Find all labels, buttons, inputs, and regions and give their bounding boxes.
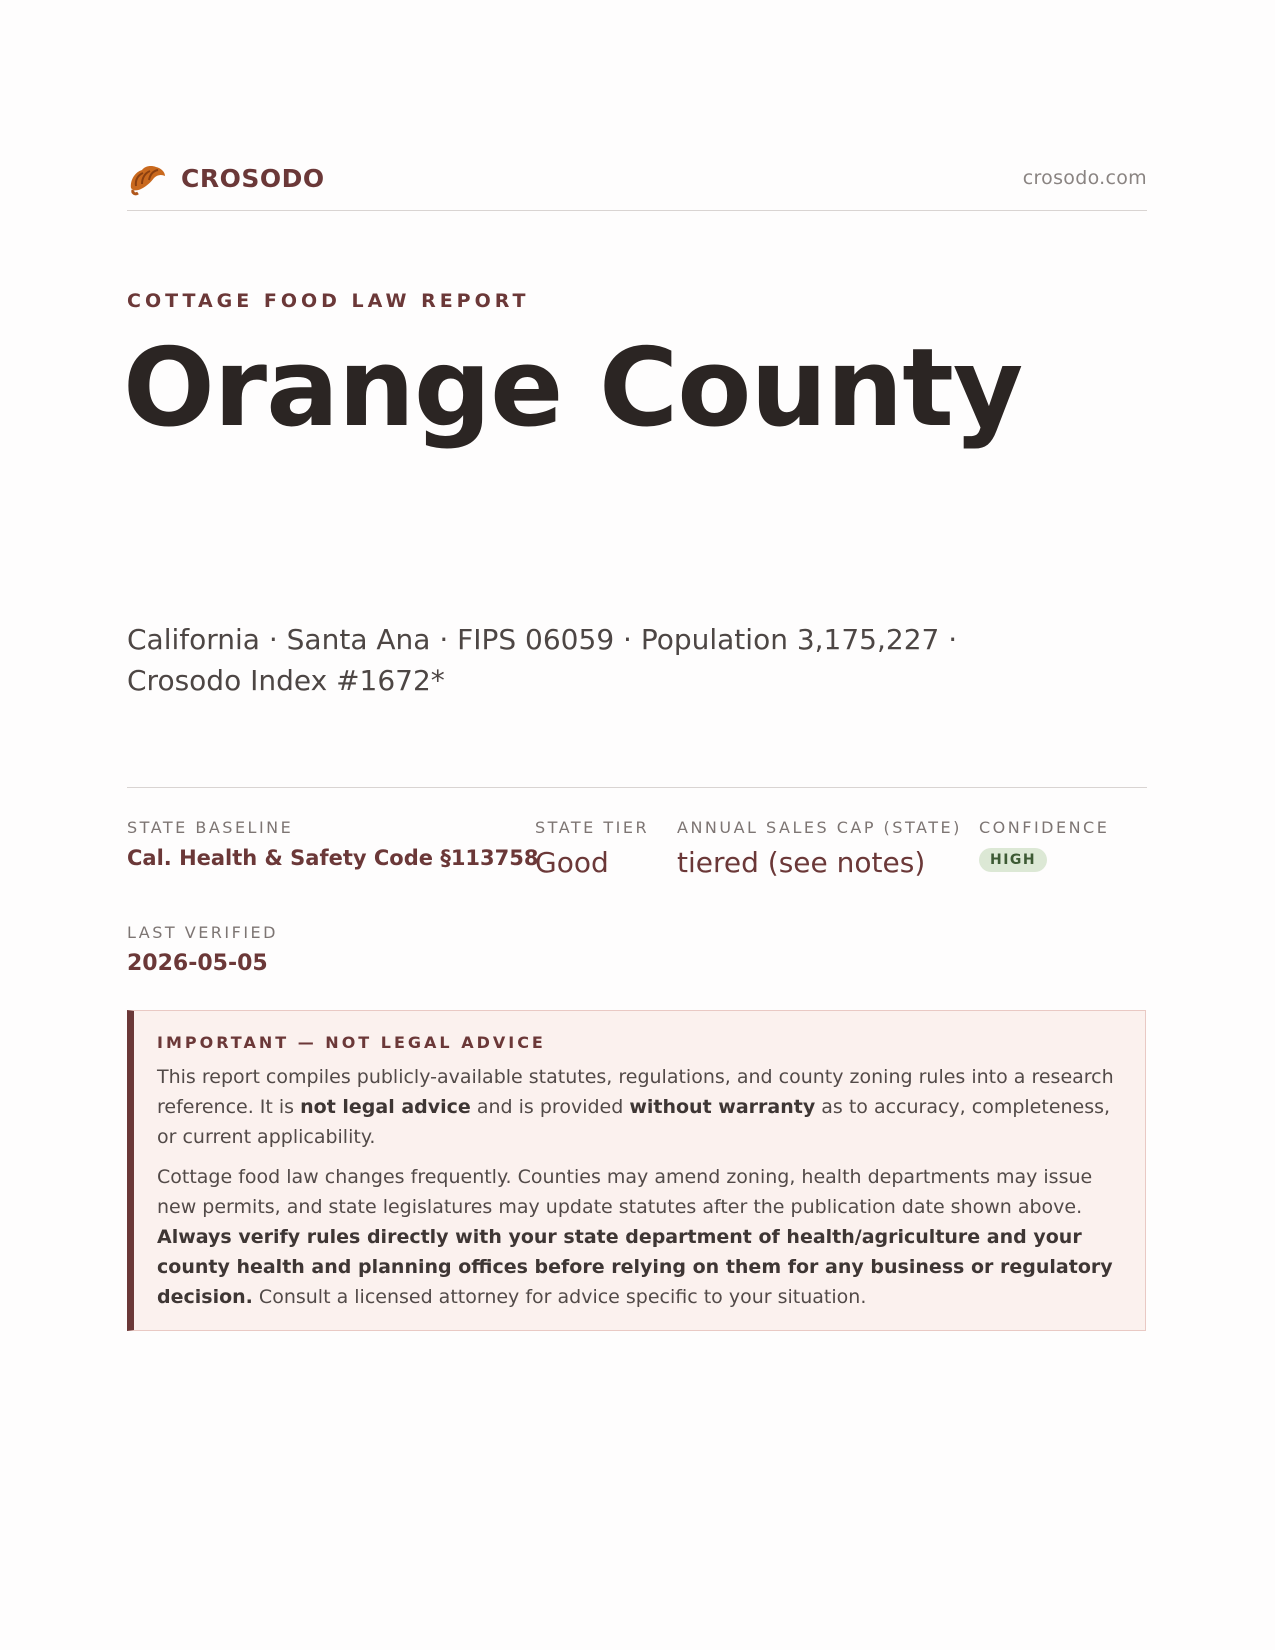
last-verified-label: LAST VERIFIED <box>127 923 278 942</box>
croissant-icon <box>127 158 167 198</box>
last-verified-value: 2026-05-05 <box>127 951 268 976</box>
state-baseline-value: Cal. Health & Safety Code §113758 <box>127 846 539 870</box>
page-title: Orange County <box>123 326 1023 451</box>
brand <box>127 158 325 198</box>
sales-cap-value: tiered (see notes) <box>677 846 926 879</box>
report-subtitle: California · Santa Ana · FIPS 06059 · Population 3,175,227 · Crosodo Index #1672* <box>127 623 958 697</box>
confidence-field <box>979 818 1109 872</box>
last-verified-field <box>127 923 278 976</box>
state-baseline-label: STATE BASELINE <box>127 818 294 837</box>
notice-text: Consult a licensed attorney for advice specific to your situation. <box>252 1286 867 1308</box>
confidence-label: CONFIDENCE <box>979 818 1110 837</box>
site-url: crosodo.com <box>1022 167 1147 189</box>
notice-text: This report compiles publicly-available statutes, regulations, and county zoning rules into a research reference. It is <box>157 1066 1114 1118</box>
notice-bold-text: Always verify rules directly with your state department of health/agriculture and your county health and planning offices before relying on them for any business or regulatory decision. <box>157 1226 1113 1308</box>
state-baseline-field <box>127 818 539 870</box>
state-tier-value: Good <box>535 846 609 879</box>
divider <box>127 787 1147 788</box>
state-tier-label: STATE TIER <box>535 818 650 837</box>
notice-text: Cottage food law changes frequently. Counties may amend zoning, health departments may issue new permits, and state legislatures may update statutes after the publication date shown above. <box>157 1166 1093 1218</box>
notice-paragraph <box>157 1162 1119 1312</box>
notice-bold-text: without warranty <box>629 1096 816 1118</box>
brand-name: CROSODO <box>181 163 325 193</box>
notice-paragraph <box>157 1062 1119 1152</box>
confidence-badge: HIGH <box>979 848 1047 872</box>
notice-text: as to accuracy, completeness, or current applicability. <box>157 1096 1111 1148</box>
state-tier-field <box>535 818 649 879</box>
page-header <box>127 154 1147 211</box>
sales-cap-field <box>677 818 962 879</box>
legal-notice <box>127 1010 1146 1331</box>
notice-title: IMPORTANT — NOT LEGAL ADVICE <box>157 1033 546 1052</box>
report-kicker: COTTAGE FOOD LAW REPORT <box>127 290 530 312</box>
report-page <box>123 0 1147 1650</box>
notice-bold-text: not legal advice <box>300 1096 471 1118</box>
sales-cap-label: ANNUAL SALES CAP (STATE) <box>677 818 962 837</box>
notice-text: and is provided <box>470 1096 630 1118</box>
